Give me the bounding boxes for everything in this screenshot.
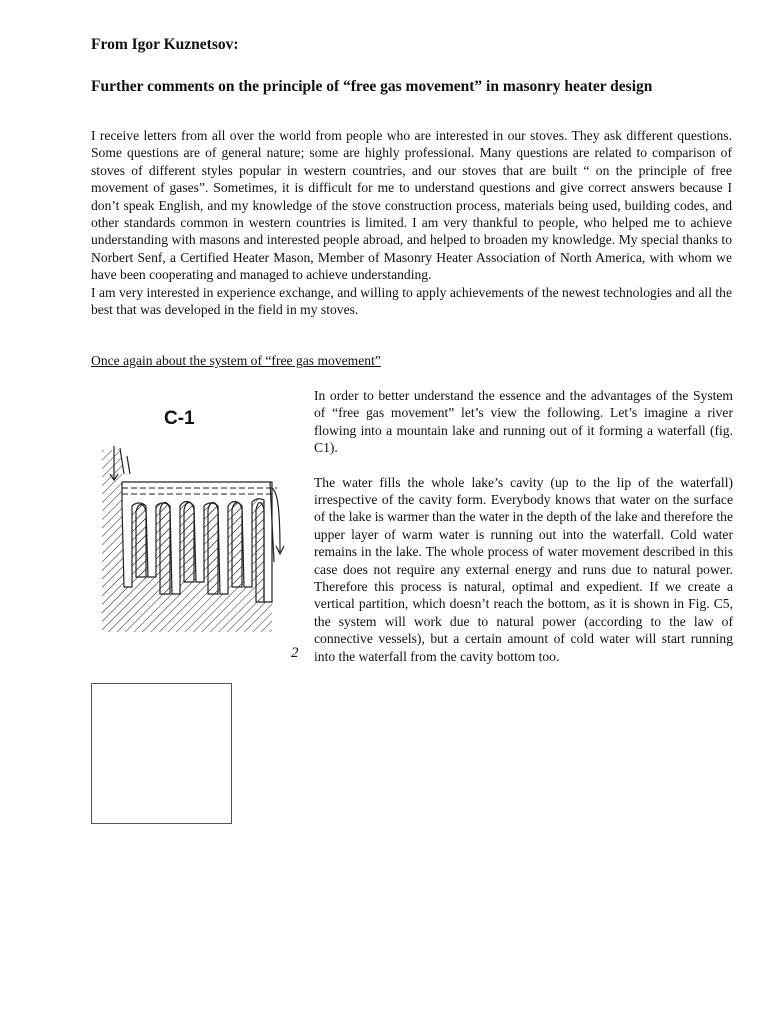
partition-3 [184,503,194,583]
intro-text [91,127,732,318]
document-title: Further comments on the principle of “free gas movement” in masonry heater design [91,78,653,95]
empty-figure-frame [91,683,232,824]
section-heading: Once again about the system of “free gas movement” [91,353,381,368]
figure-label: C-1 [164,408,195,429]
intro-paragraph-1: I receive letters from all over the world from people who are interested in our stoves. They ask different questions. Some questions are of general nature; some are highly professional. Many questions are related to comparison of stoves of different styles popular in western countries, and our stoves that are built “ on the principle of free movement of gases”. Sometimes, it is difficult for me to understand questions and give correct answers because I don’t speak English, and my knowledge of the stove construction process, materials being used, building codes, and other standards common in western countries is limited. I am very thankful to people, who helped me to achieve understanding with masons and interested people abroad, and helped to broaden my knowledge. My special thanks to Norbert Senf, a Certified Heater Mason, Member of Masonry Heater Association of North America, with whom we have been cooperating and managed to achieve understanding. [91,128,732,283]
lake-diagram-figure [92,402,302,660]
body-text [314,387,733,682]
partition-4 [208,503,218,595]
author-line: From Igor Kuznetsov: [91,36,239,53]
partition-2 [160,503,170,595]
partition-6 [256,503,264,603]
body-paragraph-2: The water fills the whole lake’s cavity (up to the lip of the waterfall) irrespective of the cavity form. Everybody knows that water on the surface of the lake is warmer than the water in the depth of the lake and therefore the upper layer of warm water is running out into the waterfall. Cold water remains in the lake. The whole process of water movement described in this case does not require any external energy and runs due to natural power. Therefore this process is natural, optimal and expedient. If we create a vertical partition, which doesn’t reach the bottom, as it is shown in Fig. C5, the system will work due to natural power (according to the law of connective vessels), but a certain amount of cold water will start running into the waterfall from the cavity bottom too. [314,474,733,664]
intro-paragraph-2: I am very interested in experience exchange, and willing to apply achievements of the newest technologies and all the best that was developed in the field in my stoves. [91,284,732,318]
figure-mark: 2 [291,645,299,661]
body-paragraph-1: In order to better understand the essence and the advantages of the System of “free gas movement” let’s view the following. Let’s imagine a river flowing into a mountain lake and running out of it forming a waterfall (fig. C1). [314,388,733,456]
partition-5 [232,503,242,588]
partition-1 [136,505,146,578]
